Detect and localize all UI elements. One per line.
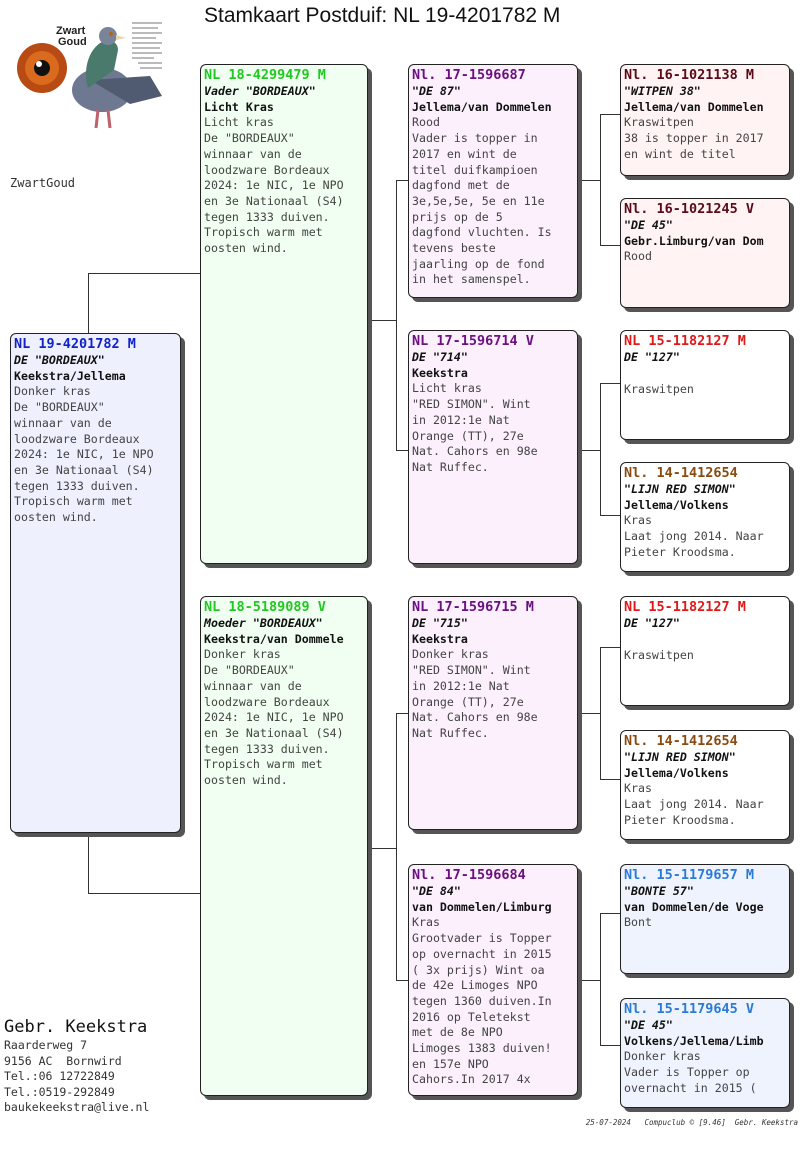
- great-grandparent-card[interactable]: [620, 462, 790, 572]
- breeder: [624, 632, 786, 648]
- pigeon-name: Vader "BORDEAUX": [204, 84, 316, 98]
- breeder: van Dommelen/Limburg: [412, 899, 552, 914]
- ring-number: NL 17-1596715 M: [412, 599, 534, 615]
- connector-line: [578, 180, 600, 181]
- logo-text-2: Goud: [58, 36, 87, 48]
- breeder: Jellema/van Dommelen: [412, 99, 552, 114]
- great-grandparent-card[interactable]: [620, 330, 790, 440]
- breeder: [624, 366, 786, 382]
- pigeon-color: Kraswitpen: [624, 115, 694, 130]
- great-grandparent-card[interactable]: [620, 864, 790, 974]
- ring-number: Nl. 15-1179645 V: [624, 1001, 755, 1017]
- grandmother-paternal-card[interactable]: [408, 330, 578, 564]
- description: Vader is Topper op overnacht in 2015 (: [624, 1065, 757, 1095]
- pigeon-name: DE "BORDEAUX": [14, 353, 105, 367]
- great-grandparent-card[interactable]: [620, 198, 790, 308]
- logo-image: [10, 18, 172, 140]
- pigeon-color: Donker kras: [14, 384, 91, 399]
- breeder: Volkens/Jellema/Limb: [624, 1033, 764, 1048]
- connector-line: [368, 848, 396, 849]
- connector-line: [396, 450, 408, 451]
- pigeon-name: DE "127": [624, 616, 680, 630]
- connector-line: [600, 383, 620, 384]
- connector-line: [600, 647, 601, 780]
- pigeon-name: "DE 45": [624, 218, 673, 232]
- pigeon-color: Licht kras: [204, 115, 274, 130]
- ring-number: Nl. 16-1021245 V: [624, 201, 755, 217]
- breeder: van Dommelen/de Voge: [624, 899, 764, 914]
- description: Laat jong 2014. Naar Pieter Kroodsma.: [624, 529, 764, 559]
- connector-line: [600, 114, 620, 115]
- pigeon-color: Bont: [624, 915, 652, 930]
- description: "RED SIMON". Wint in 2012:1e Nat Orange (TT), 27e Nat. Cahors en 98e Nat Ruffec.: [412, 663, 538, 740]
- description: De "BORDEAUX" winnaar van de loodzware Bordeaux 2024: 1e NIC, 1e NPO en 3e Nationaal (S4) tegen 1333 duiven. Tropisch warm met oosten wind.: [204, 663, 344, 788]
- pigeon-name: "LIJN RED SIMON": [624, 750, 736, 764]
- ring-number: Nl. 17-1596684: [412, 867, 526, 883]
- connector-line: [578, 713, 600, 714]
- connector-line: [600, 1045, 620, 1046]
- ring-number: Nl. 15-1179657 M: [624, 867, 755, 883]
- owner-info: [4, 1016, 149, 1116]
- great-grandparent-card[interactable]: [620, 730, 790, 840]
- owner-tel1: Tel.:06 12722849: [4, 1069, 115, 1084]
- connector-line: [88, 273, 89, 333]
- pigeon-name: Moeder "BORDEAUX": [204, 616, 323, 630]
- ring-number: Nl. 14-1412654: [624, 733, 738, 749]
- pigeon-color: Licht kras: [412, 381, 482, 396]
- pigeon-color: Donker kras: [624, 1049, 701, 1064]
- connector-line: [396, 180, 408, 181]
- pigeon-color: Kraswitpen: [624, 647, 694, 662]
- connector-line: [600, 383, 601, 516]
- ring-number: NL 15-1182127 M: [624, 333, 746, 349]
- pigeon-color: Kras: [624, 781, 652, 796]
- pigeon-color: Donker kras: [412, 647, 489, 662]
- grandmother-maternal-card[interactable]: [408, 864, 578, 1096]
- page-title: Stamkaart Postduif: NL 19-4201782 M: [204, 4, 561, 27]
- ring-number: Nl. 14-1412654: [624, 465, 738, 481]
- breeder: Licht Kras: [204, 99, 274, 114]
- ring-number: Nl. 17-1596687: [412, 67, 526, 83]
- pigeon-name: DE "714": [412, 350, 468, 364]
- owner-email: baukekeekstra@live.nl: [4, 1100, 150, 1115]
- ring-number: NL 15-1182127 M: [624, 599, 746, 615]
- pigeon-name: DE "127": [624, 350, 680, 364]
- owner-name: Gebr. Keekstra: [4, 1017, 148, 1037]
- breeder: Gebr.Limburg/van Dom: [624, 233, 764, 248]
- connector-line: [396, 180, 397, 450]
- logo-text-1: Zwart: [56, 25, 86, 37]
- connector-line: [88, 273, 200, 274]
- connector-line: [88, 893, 200, 894]
- breeder: Jellema/Volkens: [624, 765, 729, 780]
- great-grandparent-card[interactable]: [620, 64, 790, 176]
- connector-line: [600, 647, 620, 648]
- grandfather-paternal-card[interactable]: [408, 64, 578, 298]
- owner-address: Raarderweg 7: [4, 1038, 88, 1052]
- pigeon-color: Kras: [624, 513, 652, 528]
- breeder: Jellema/van Dommelen: [624, 99, 764, 114]
- logo-caption: ZwartGoud: [10, 176, 76, 190]
- pigeon-name: "DE 84": [412, 884, 461, 898]
- subject-card[interactable]: [10, 333, 181, 833]
- pigeon-name: "DE 87": [412, 84, 461, 98]
- pigeon-name: "LIJN RED SIMON": [624, 482, 736, 496]
- description: "RED SIMON". Wint in 2012:1e Nat Orange (TT), 27e Nat. Cahors en 98e Nat Ruffec.: [412, 397, 538, 474]
- connector-line: [600, 779, 620, 780]
- connector-line: [600, 515, 620, 516]
- pigeon-color: Kras: [412, 915, 440, 930]
- grandfather-maternal-card[interactable]: [408, 596, 578, 830]
- breeder: Keekstra/Jellema: [14, 368, 126, 383]
- description: Laat jong 2014. Naar Pieter Kroodsma.: [624, 797, 764, 827]
- mother-card[interactable]: [200, 596, 368, 1096]
- description: Grootvader is Topper op overnacht in 2015 ( 3x prijs) Wint oa de 42e Limoges NPO tegen 1360 duiven.In 2016 op Teletekst met de 8e NPO Limoges 1383 duiven! en 157e NPO Cahors.In 2017 4x: [412, 931, 552, 1087]
- ring-number: NL 18-4299479 M: [204, 67, 326, 83]
- pigeon-name: "DE 45": [624, 1018, 673, 1032]
- connector-line: [396, 713, 408, 714]
- connector-line: [578, 980, 600, 981]
- connector-line: [396, 713, 397, 981]
- description: De "BORDEAUX" winnaar van de loodzware Bordeaux 2024: 1e NIC, 1e NPO en 3e Nationaal (S4) tegen 1333 duiven. Tropisch warm met oosten wind.: [204, 131, 344, 256]
- pigeon-name: "WITPEN 38": [624, 84, 701, 98]
- breeder: Keekstra: [412, 631, 468, 646]
- ring-number: Nl. 16-1021138 M: [624, 67, 755, 83]
- ring-number: NL 18-5189089 V: [204, 599, 326, 615]
- connector-line: [600, 913, 620, 914]
- ring-number: NL 19-4201782 M: [14, 336, 136, 352]
- breeder: Keekstra/van Dommele: [204, 631, 344, 646]
- breeder: Jellema/Volkens: [624, 497, 729, 512]
- pigeon-color: Rood: [624, 249, 652, 264]
- great-grandparent-card[interactable]: [620, 998, 790, 1108]
- father-card[interactable]: [200, 64, 368, 564]
- connector-line: [396, 980, 408, 981]
- connector-line: [600, 114, 601, 246]
- pigeon-color: Kraswitpen: [624, 381, 694, 396]
- pigeon-name: DE "715": [412, 616, 468, 630]
- description: Vader is topper in 2017 en wint de titel duifkampioen dagfond met de 3e,5e,5e, 5e en 11e prijs op de 5 dagfond vluchten. Is tevens beste jaarling op de fond in het samenspel.: [412, 131, 552, 287]
- great-grandparent-card[interactable]: [620, 596, 790, 706]
- ring-number: NL 17-1596714 V: [412, 333, 534, 349]
- owner-city: 9156 AC Bornwird: [4, 1053, 122, 1068]
- connector-line: [600, 245, 620, 246]
- connector-line: [88, 833, 89, 894]
- owner-tel2: Tel.:0519-292849: [4, 1084, 115, 1099]
- pigeon-color: Donker kras: [204, 647, 281, 662]
- description: 38 is topper in 2017 en wint de titel: [624, 131, 764, 161]
- connector-line: [578, 450, 600, 451]
- breeder: Keekstra: [412, 365, 468, 380]
- connector-line: [600, 913, 601, 1046]
- pigeon-name: "BONTE 57": [624, 884, 694, 898]
- connector-line: [368, 320, 396, 321]
- description: De "BORDEAUX" winnaar van de loodzware Bordeaux 2024: 1e NIC, 1e NPO en 3e Nationaal (S4) tegen 1333 duiven. Tropisch warm met oosten wind.: [14, 400, 154, 525]
- pigeon-color: Rood: [412, 115, 440, 130]
- footer-text: 25-07-2024 Compuclub © [9.46] Gebr. Keekstra: [585, 1118, 798, 1127]
